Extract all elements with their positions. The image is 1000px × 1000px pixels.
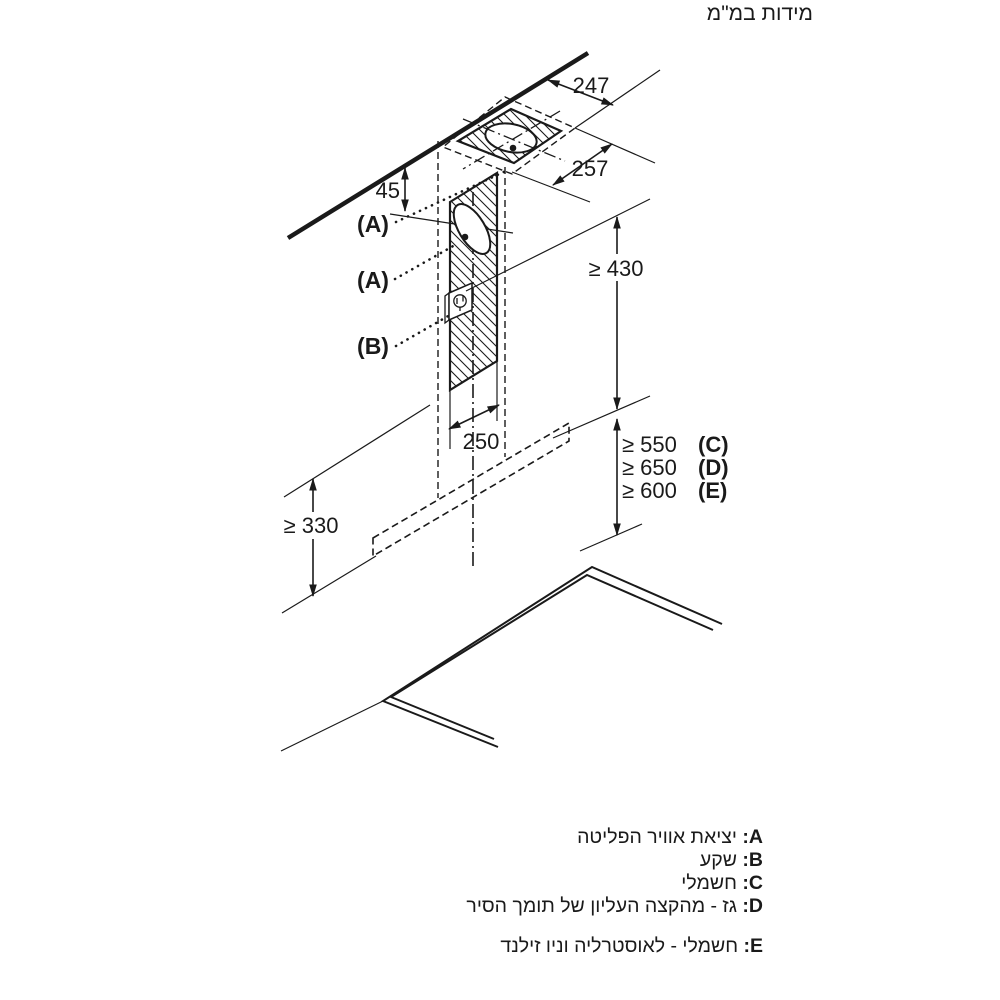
extension-line bbox=[580, 524, 642, 551]
legend-key: A: bbox=[742, 826, 763, 848]
page-title: מידות במ"מ bbox=[706, 2, 813, 25]
callout-a2: (A) bbox=[357, 267, 389, 293]
callout-a1: (A) bbox=[357, 211, 389, 237]
wall-outlet-center-dot bbox=[462, 234, 469, 241]
leader-a2-dotted bbox=[395, 245, 455, 279]
legend-key: E: bbox=[743, 935, 763, 957]
cooktop-outline bbox=[281, 567, 722, 751]
dim-label-550-ref: (C) bbox=[698, 432, 729, 457]
duct-center-dot bbox=[510, 145, 517, 152]
leader-b-dotted bbox=[396, 315, 450, 346]
legend-item-d bbox=[466, 895, 763, 918]
legend-item-e bbox=[466, 935, 763, 958]
dim-label-650: ≥ 650 bbox=[622, 455, 677, 480]
extension-line bbox=[284, 405, 430, 497]
dim-label-45: 45 bbox=[375, 178, 400, 203]
dim-label-430: ≥ 430 bbox=[588, 256, 644, 281]
dim-label-650-ref: (D) bbox=[698, 455, 729, 480]
legend-key: D: bbox=[742, 895, 763, 917]
legend-text: חשמלי - לאוסטרליה וניו זילנד bbox=[500, 935, 739, 957]
legend-item-b bbox=[466, 849, 763, 872]
dim-label-257: 257 bbox=[571, 156, 609, 181]
legend-key: B: bbox=[742, 849, 763, 871]
legend-text: חשמלי bbox=[681, 872, 737, 894]
dim-label-247: 247 bbox=[572, 73, 610, 98]
legend-key: C: bbox=[742, 872, 763, 894]
legend-text: יציאת אוויר הפליטה bbox=[577, 826, 737, 848]
extension-line bbox=[282, 556, 376, 613]
legend-item-c bbox=[466, 872, 763, 895]
legend-text: שקע bbox=[699, 849, 737, 871]
dim-label-330: ≥ 330 bbox=[283, 513, 339, 538]
callout-b: (B) bbox=[357, 333, 389, 359]
extension-line bbox=[281, 701, 383, 751]
dimension-line-250 bbox=[449, 405, 499, 429]
ceiling-outlet bbox=[443, 97, 575, 174]
dim-label-550: ≥ 550 bbox=[622, 432, 677, 457]
legend-item-a bbox=[466, 826, 763, 849]
legend-text: גז - מהקצה העליון של תומך הסיר bbox=[466, 895, 737, 917]
dim-label-250: 250 bbox=[462, 429, 500, 454]
legend bbox=[466, 826, 763, 958]
dim-label-600-ref: (E) bbox=[698, 478, 728, 503]
wall-mounting-panel bbox=[445, 173, 498, 390]
cooktop-outer-edge bbox=[383, 567, 722, 747]
dim-label-600: ≥ 600 bbox=[622, 478, 677, 503]
